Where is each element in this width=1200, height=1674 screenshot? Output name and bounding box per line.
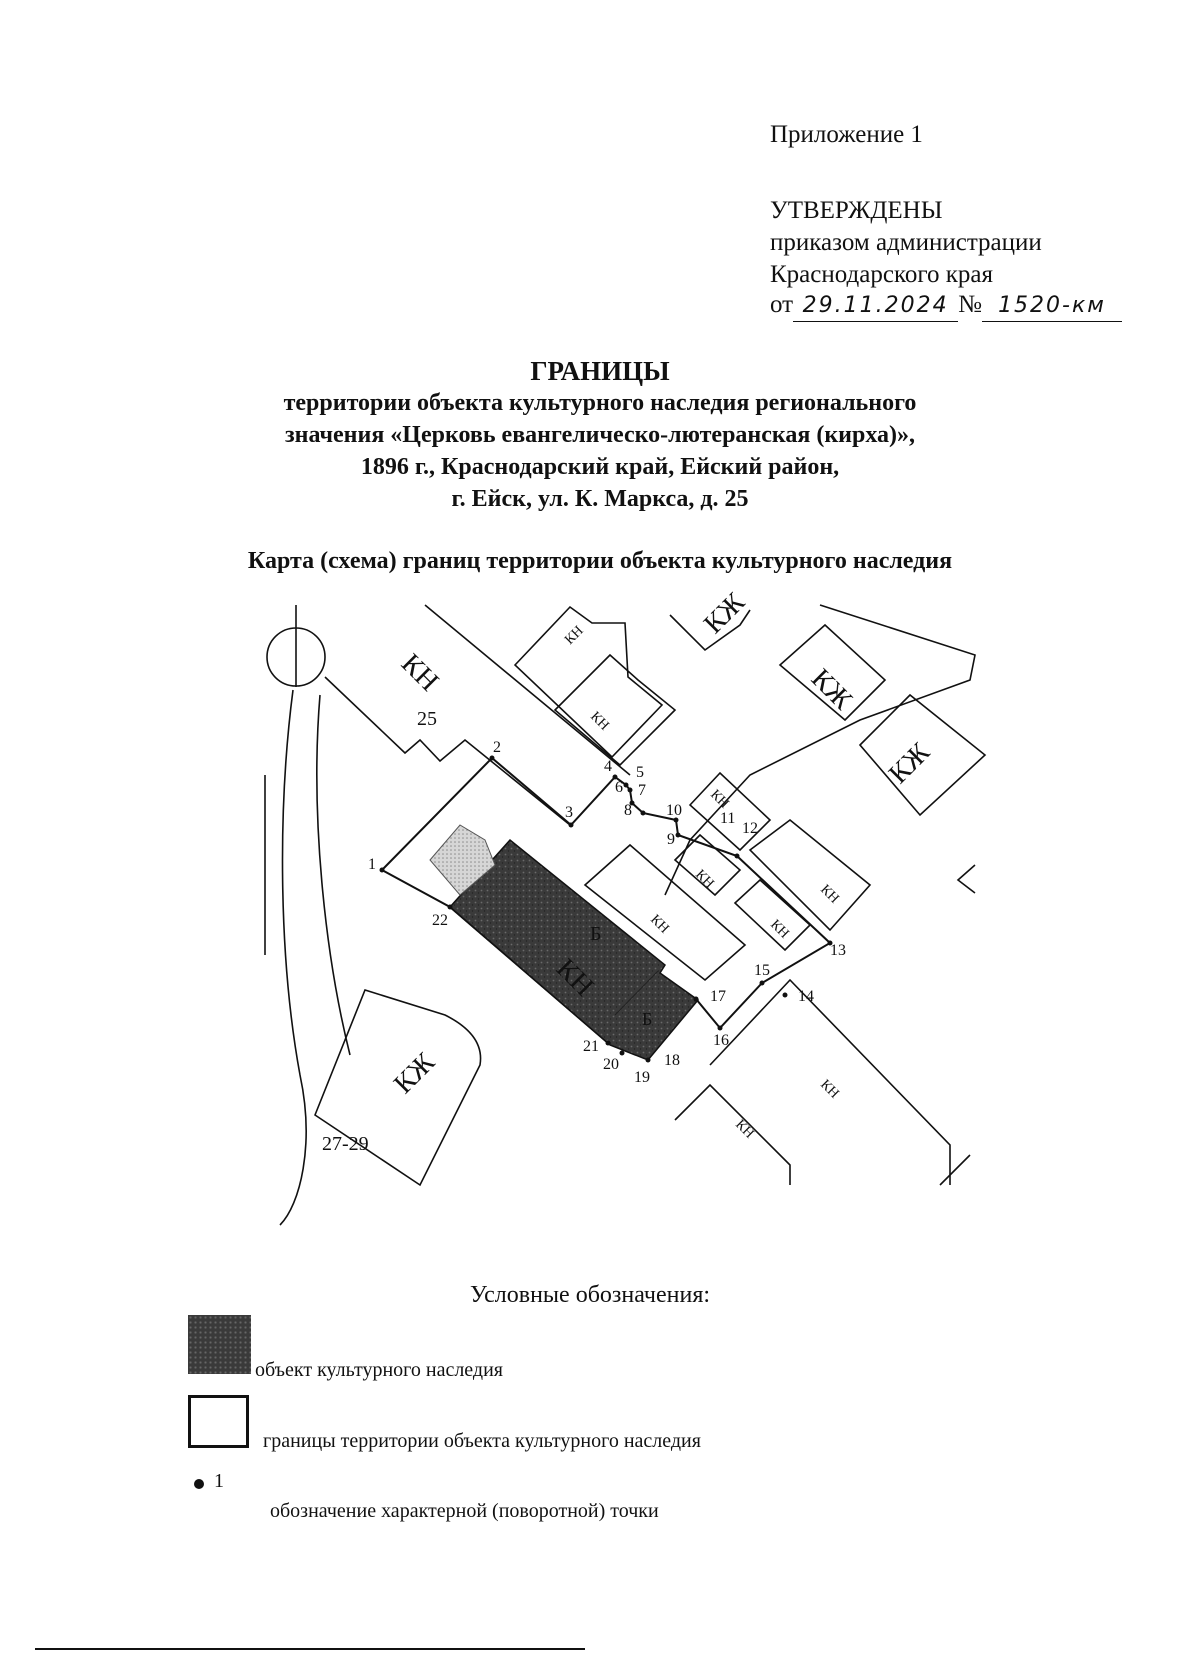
label-kn-10: КН (732, 1117, 757, 1142)
label-kn-6: КН (817, 882, 842, 907)
point-6-label: 6 (615, 779, 623, 796)
point-2-label: 2 (493, 739, 501, 756)
point-14-dot (783, 993, 788, 998)
road-edge-right (317, 695, 350, 1055)
point-9-label: 9 (667, 831, 675, 848)
building-kn-bottom-2 (675, 1085, 790, 1185)
title-line-3: 1896 г., Краснодарский край, Ейский район, (360, 454, 840, 480)
legend-item-object: объект культурного наследия (255, 1359, 503, 1381)
point-12-dot (735, 854, 740, 859)
point-10-dot (676, 833, 681, 838)
point-19-dot (646, 1058, 651, 1063)
boundary-top-right (665, 605, 975, 895)
order-line-2: Краснодарского края (770, 261, 993, 288)
label-b-1: Б (590, 923, 602, 945)
point-14-label: 14 (798, 988, 814, 1005)
point-16-label: 16 (713, 1032, 729, 1049)
label-b-2: Б (642, 1009, 653, 1029)
label-kn-9: КН (817, 1077, 842, 1102)
legend-item-boundary: границы территории объекта культурного наследия (263, 1430, 701, 1452)
point-1-dot (380, 868, 385, 873)
label-kn-5: КН (692, 867, 717, 892)
handwritten-date: 29.11.2024 (793, 291, 958, 322)
point-20-label: 20 (603, 1056, 619, 1073)
line-right-edge (940, 1155, 970, 1185)
label-kn-object: КН (550, 953, 600, 1003)
label-kzh-1: КЖ (698, 587, 751, 640)
map-subtitle: Карта (схема) границ территории объекта культурного наследия (247, 548, 953, 574)
point-3-dot (569, 823, 574, 828)
street-line-top (425, 605, 630, 775)
number-sign: № (958, 291, 982, 318)
territory-map (270, 587, 1010, 1245)
label-kn-3: КН (587, 709, 612, 734)
label-kzh-bottom: КЖ (388, 1047, 441, 1100)
point-7-label: 7 (638, 782, 646, 799)
point-2-dot (490, 756, 495, 761)
title-line-2: значения «Церковь евангелическо-лютеранская (кирха)», (284, 422, 916, 448)
handwritten-number: 1520-км (982, 291, 1122, 322)
label-kn-1: КН (395, 648, 445, 698)
point-16-dot (718, 1026, 723, 1031)
line-right-mark (958, 865, 975, 893)
point-6-dot (628, 788, 633, 793)
legend-boundary-swatch (188, 1395, 249, 1448)
appendix-label: Приложение 1 (770, 121, 923, 148)
point-18-label: 18 (664, 1052, 680, 1069)
point-8-dot (641, 811, 646, 816)
legend-point-dot (194, 1479, 204, 1489)
point-5-label: 5 (636, 764, 644, 781)
order-line-1: приказом администрации (770, 229, 1042, 256)
label-kn-2: КН (562, 623, 587, 648)
legend-object-swatch (188, 1315, 251, 1374)
label-kzh-2: КЖ (805, 663, 858, 716)
legend-point-number: 1 (214, 1470, 224, 1492)
point-10-label: 10 (666, 802, 682, 819)
legend-title: Условные обозначения: (470, 1282, 711, 1308)
point-3-label: 3 (565, 804, 573, 821)
point-21-dot (606, 1041, 611, 1046)
point-4-label: 4 (604, 758, 612, 775)
point-13-label: 13 (830, 942, 846, 959)
point-15-label: 15 (754, 962, 770, 979)
label-kn-4: КН (707, 787, 732, 812)
label-house-2729: 27-29 (322, 1133, 369, 1155)
date-prefix: от (770, 291, 794, 318)
building-kn-right-3 (750, 820, 870, 930)
title-line-1: территории объекта культурного наследия регионального (283, 390, 917, 416)
label-kn-7: КН (767, 917, 792, 942)
point-17-label: 17 (710, 988, 726, 1005)
order-date-line (770, 290, 1122, 322)
point-8-label: 8 (624, 802, 632, 819)
point-20-dot (620, 1051, 625, 1056)
legend-item-point: обозначение характерной (поворотной) точки (270, 1500, 659, 1522)
heritage-object (450, 840, 698, 1060)
point-19-label: 19 (634, 1069, 650, 1086)
approved-label: УТВЕРЖДЕНЫ (770, 197, 943, 224)
point-17-dot (694, 997, 699, 1002)
footnote-separator (35, 1648, 585, 1650)
label-kn-8: КН (647, 912, 672, 937)
point-11-label: 11 (720, 810, 736, 827)
point-15-dot (760, 981, 765, 986)
building-kn-right-4 (735, 880, 810, 950)
point-22-label: 22 (432, 912, 448, 929)
road-edge-left (280, 690, 306, 1225)
label-kzh-3: КЖ (883, 737, 936, 790)
document-heading: ГРАНИЦЫ (530, 356, 670, 386)
point-1-label: 1 (368, 856, 376, 873)
point-5-dot (624, 783, 629, 788)
point-22-dot (448, 905, 453, 910)
point-21-label: 21 (583, 1038, 599, 1055)
point-12-label: 12 (742, 820, 758, 837)
title-line-4: г. Ейск, ул. К. Маркса, д. 25 (451, 486, 749, 512)
label-house-25: 25 (417, 708, 437, 730)
